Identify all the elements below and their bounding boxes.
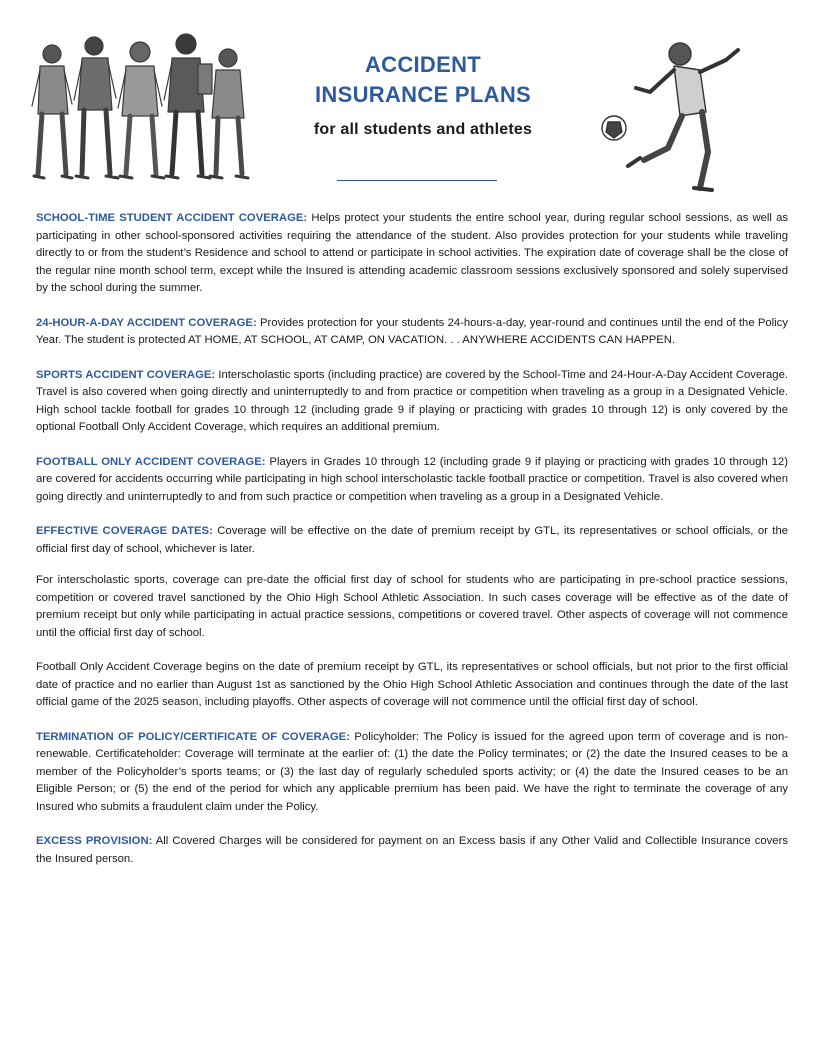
section-body: Helps protect your students the entire school year, during regular school sessions, as well as participating in other school-sponsored activities requiring the attendance of the student. Also provides protection for your students while traveling directly to or from the student’s Residence and school to attend or participate in school activities. The expiration date of coverage shall be the close of the regular nine month school term, except while the Insured is attending academic classroom sessions exclusively sponsored and solely supervised by the school during the summer. <box>36 212 788 294</box>
section-24-hour-coverage <box>36 315 788 350</box>
section-body: Policyholder: The Policy is issued for the agreed upon term of coverage and is non-renewable. Certificateholder: Coverage will terminate at the earlier of: (1) the date the Policy terminates; or (2) the date the Insured ceases to be a member of the Policyholder’s sports teams; or (3) the last day of regularly scheduled sports activity; or (4) the date the Insured ceases to be an Eligible Person; or (5) the end of the period for which any applicable premium has been paid. We have the right to terminate the coverage of any Insured who submits a fraudulent claim under the Policy. <box>36 730 788 813</box>
paragraph-football-start-date <box>36 659 788 712</box>
section-heading: 24-HOUR-A-DAY ACCIDENT COVERAGE: <box>36 316 257 329</box>
section-school-time-coverage <box>36 210 788 298</box>
section-heading: SPORTS ACCIDENT COVERAGE: <box>36 368 216 381</box>
section-heading: SCHOOL-TIME STUDENT ACCIDENT COVERAGE: <box>36 212 308 224</box>
title-line-1: ACCIDENT <box>364 52 482 77</box>
section-termination <box>36 729 788 817</box>
student-figure-1 <box>32 45 72 178</box>
student-figure-4 <box>164 34 212 178</box>
paragraph-body: Football Only Accident Coverage begins on the date of premium receipt by GTL, its representatives or school officials, but not prior to the first official date of practice and no earlier than August 1st as sanctioned by the Ohio High School Athletic Association and continues through the date of the last official game of the 2025 season, including playoffs. Other aspects of coverage will not commence until the official first day of school. <box>36 661 788 708</box>
paragraph-body: For interscholastic sports, coverage can pre-date the official first day of school for students who are participating in pre-school practice sessions, competition or covered travel sanctioned by the Ohio High School Athletic Association. In such cases coverage will be effective as of the date of premium receipt but only while participating in actual practice sessions, competitions or covered travel. Other aspects of coverage will not commence until the official first day of school. <box>36 574 788 639</box>
students-walking-illustration <box>22 14 252 190</box>
subtitle: for all students and athletes <box>313 121 533 138</box>
title-line-2: INSURANCE PLANS <box>315 82 531 107</box>
soccer-ball <box>602 116 626 140</box>
student-figure-2 <box>74 37 118 178</box>
section-football-only-coverage <box>36 454 788 507</box>
section-body: All Covered Charges will be considered for payment on an Excess basis if any Other Valid and Collectible Insurance covers the Insured person. <box>36 835 788 865</box>
section-excess-provision <box>36 833 788 868</box>
section-body: Provides protection for your students 24-hours-a-day, year-round and continues until the end of the Policy Year. The student is protected AT HOME, AT SCHOOL, AT CAMP, ON VACATION. . . ANYWHERE ACCIDENTS CAN HAPPEN. <box>36 316 788 346</box>
title-divider <box>337 180 497 181</box>
title-block <box>258 50 588 139</box>
section-body: Players in Grades 10 through 12 (including grade 9 if playing or practicing with grades 10 through 12) are covered for accidents occurring while participating in high school interscholastic tackle football practice or competition. Travel is also covered when going directly and uninterruptedly to and from such practice or competition when traveling as a group in a Designated Vehicle. <box>36 455 788 503</box>
section-sports-coverage <box>36 367 788 437</box>
section-heading: FOOTBALL ONLY ACCIDENT COVERAGE: <box>36 455 266 468</box>
section-body: Coverage will be effective on the date of premium receipt by GTL, its representatives or school officials, or the official first day of school, whichever is later. <box>36 525 789 555</box>
section-heading: EFFECTIVE COVERAGE DATES: <box>36 525 213 537</box>
soccer-player-illustration <box>588 20 748 198</box>
section-heading: TERMINATION OF POLICY/CERTIFICATE OF COVERAGE: <box>36 730 350 743</box>
section-heading: EXCESS PROVISION: <box>36 835 153 847</box>
document-header <box>0 0 816 200</box>
document-body <box>36 210 788 885</box>
section-effective-dates <box>36 523 788 558</box>
section-body: Interscholastic sports (including practice) are covered by the School-Time and 24-Hour-A-Day Accident Coverage. Travel is also covered when going directly and uninterruptedly to and from practice or competition when traveling as a group in a Designated Vehicle. High school tackle football for grades 10 through 12 (including grade 9 if playing or practicing with grades 10 through 12) is only covered by the optional Football Only Accident Coverage, which requires an additional premium. <box>36 368 788 433</box>
student-figure-5 <box>210 49 248 178</box>
paragraph-interscholastic-predate <box>36 572 788 642</box>
student-figure-3 <box>118 42 164 178</box>
